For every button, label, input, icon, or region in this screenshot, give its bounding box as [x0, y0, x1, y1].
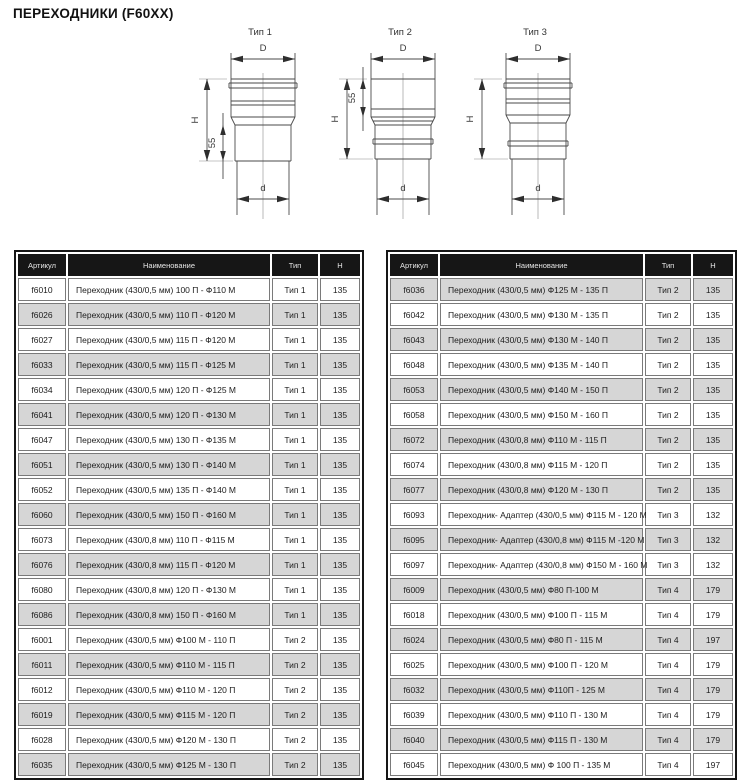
table-cell: 135	[320, 703, 360, 726]
column-header: Наименование	[440, 254, 643, 276]
table-cell: Переходник (430/0,5 мм) 135 П - Ф140 М	[68, 478, 270, 501]
table-cell: f6093	[390, 503, 438, 526]
table-row	[390, 378, 733, 401]
table-cell: Переходник- Адаптер (430/0,8 мм) Ф115 М -120 М	[440, 528, 643, 551]
table-header-row	[390, 254, 733, 276]
table-cell: Переходник (430/0,5 мм) Ф140 М - 150 П	[440, 378, 643, 401]
table-cell: Тип 4	[645, 728, 691, 751]
table-cell: Переходник (430/0,5 мм) Ф120 М - 130 П	[68, 728, 270, 751]
table-cell: f6040	[390, 728, 438, 751]
table-cell: Переходник (430/0,5 мм) Ф150 М - 160 П	[440, 403, 643, 426]
table-row	[390, 303, 733, 326]
table-cell: Переходник (430/0,5 мм) Ф100 П - 120 М	[440, 653, 643, 676]
column-header: Н	[693, 254, 733, 276]
table-cell: Переходник (430/0,8 мм) 115 П - Ф120 М	[68, 553, 270, 576]
table-cell: 135	[320, 353, 360, 376]
table-row	[18, 478, 360, 501]
table-cell: f6077	[390, 478, 438, 501]
table-cell: f6048	[390, 353, 438, 376]
table-row	[390, 553, 733, 576]
table-cell: Тип 2	[645, 403, 691, 426]
table-cell: Переходник (430/0,5 мм) 130 П - Ф140 М	[68, 453, 270, 476]
table-cell: 135	[320, 553, 360, 576]
table-cell: f6073	[18, 528, 66, 551]
table-cell: 135	[693, 428, 733, 451]
table-cell: f6032	[390, 678, 438, 701]
table-row	[390, 653, 733, 676]
table-cell: f6009	[390, 578, 438, 601]
table-row	[18, 278, 360, 301]
table-row	[18, 728, 360, 751]
table-cell: 135	[320, 528, 360, 551]
table-cell: 135	[320, 278, 360, 301]
adapter-type-3-figure	[460, 26, 610, 226]
table-cell: Переходник (430/0,8 мм) 120 П - Ф130 М	[68, 578, 270, 601]
table-cell: Переходник (430/0,5 мм) 100 П - Ф110 М	[68, 278, 270, 301]
table-row	[390, 278, 733, 301]
adapter-type-1-figure	[185, 26, 335, 226]
table-cell: Тип 1	[272, 453, 318, 476]
table-cell: f6058	[390, 403, 438, 426]
table-cell: Переходник- Адаптер (430/0,8 мм) Ф150 М - 160 М	[440, 553, 643, 576]
table-cell: f6001	[18, 628, 66, 651]
table-cell: Тип 2	[645, 428, 691, 451]
table-cell: 135	[320, 653, 360, 676]
table-cell: Тип 2	[645, 453, 691, 476]
table-cell: Тип 3	[645, 553, 691, 576]
table-cell: Переходник (430/0,5 мм) Ф80 П-100 М	[440, 578, 643, 601]
table-cell: Тип 1	[272, 503, 318, 526]
table-cell: Тип 4	[645, 628, 691, 651]
table-row	[390, 328, 733, 351]
table-cell: Переходник (430/0,5 мм) Ф100 М - 110 П	[68, 628, 270, 651]
table-cell: f6041	[18, 403, 66, 426]
table-cell: 132	[693, 553, 733, 576]
table-cell: 135	[320, 628, 360, 651]
table-cell: Тип 2	[645, 303, 691, 326]
table-cell: Тип 2	[645, 328, 691, 351]
table-cell: Тип 2	[272, 628, 318, 651]
column-header: Тип	[272, 254, 318, 276]
table-header-row	[18, 254, 360, 276]
table-cell: Переходник (430/0,5 мм) 115 П - Ф120 М	[68, 328, 270, 351]
table-cell: Переходник (430/0,5 мм) Ф115 М - 120 П	[68, 703, 270, 726]
table-cell: f6042	[390, 303, 438, 326]
table-cell: Тип 2	[645, 478, 691, 501]
table-cell: f6018	[390, 603, 438, 626]
column-header: Н	[320, 254, 360, 276]
table-cell: Переходник (430/0,5 мм) Ф125 М - 130 П	[68, 753, 270, 776]
table-cell: 135	[693, 378, 733, 401]
dim-label-H: H	[330, 115, 341, 123]
table-cell: f6095	[390, 528, 438, 551]
dim-label-55: 55	[347, 92, 358, 104]
dim-label-d: d	[260, 183, 266, 194]
table-cell: Переходник (430/0,5 мм) Ф110П - 125 М	[440, 678, 643, 701]
table-cell: 135	[693, 303, 733, 326]
diagram-type-3-label: Тип 3	[523, 27, 547, 38]
table-cell: Тип 1	[272, 353, 318, 376]
table-cell: 135	[693, 478, 733, 501]
table-cell: Переходник (430/0,5 мм) 150 П - Ф160 М	[68, 503, 270, 526]
table-cell: 135	[320, 403, 360, 426]
table-cell: Тип 1	[272, 278, 318, 301]
table-row	[18, 653, 360, 676]
adapter-type-3-drawing	[460, 39, 610, 221]
table-cell: Тип 4	[645, 653, 691, 676]
table-cell: f6060	[18, 503, 66, 526]
table-row	[390, 703, 733, 726]
table-row	[18, 303, 360, 326]
table-row	[18, 428, 360, 451]
table-row	[390, 678, 733, 701]
table-cell: f6010	[18, 278, 66, 301]
table-cell: 179	[693, 678, 733, 701]
table-cell: Тип 4	[645, 603, 691, 626]
dim-label-D: D	[259, 43, 267, 54]
table-cell: Тип 2	[645, 278, 691, 301]
column-header: Тип	[645, 254, 691, 276]
table-cell: Переходник (430/0,5 мм) Ф115 П - 130 М	[440, 728, 643, 751]
table-cell: Тип 2	[272, 653, 318, 676]
table-cell: Тип 1	[272, 478, 318, 501]
table-cell: f6086	[18, 603, 66, 626]
table-cell: Переходник (430/0,5 мм) 130 П - Ф135 М	[68, 428, 270, 451]
table-cell: Переходник (430/0,5 мм) Ф 100 П - 135 М	[440, 753, 643, 776]
table-cell: Тип 1	[272, 603, 318, 626]
table-cell: 135	[320, 378, 360, 401]
table-cell: 179	[693, 728, 733, 751]
table-cell: Переходник (430/0,8 мм) 110 П - Ф115 М	[68, 528, 270, 551]
table-cell: 135	[320, 578, 360, 601]
table-cell: Переходник (430/0,8 мм) Ф120 М - 130 П	[440, 478, 643, 501]
table-row	[18, 703, 360, 726]
dim-label-D: D	[534, 43, 542, 54]
table-row	[18, 678, 360, 701]
table-cell: 179	[693, 603, 733, 626]
table-cell: f6033	[18, 353, 66, 376]
table-cell: Тип 4	[645, 578, 691, 601]
table-row	[390, 403, 733, 426]
table-row	[18, 528, 360, 551]
dim-label-H: H	[465, 115, 476, 123]
table-cell: 135	[320, 728, 360, 751]
table-cell: 135	[320, 478, 360, 501]
table-cell: f6074	[390, 453, 438, 476]
table-cell: Переходник (430/0,5 мм) Ф110 М - 115 П	[68, 653, 270, 676]
table-row	[390, 428, 733, 451]
table-cell: f6012	[18, 678, 66, 701]
column-header: Артикул	[18, 254, 66, 276]
table-cell: Тип 2	[272, 703, 318, 726]
table-cell: 135	[320, 603, 360, 626]
adapters-table-right	[386, 250, 737, 780]
table-cell: f6051	[18, 453, 66, 476]
adapter-type-2-figure	[325, 26, 475, 226]
table-cell: Переходник (430/0,5 мм) Ф135 М - 140 П	[440, 353, 643, 376]
table-cell: 179	[693, 703, 733, 726]
table-cell: 135	[693, 453, 733, 476]
table-cell: 197	[693, 753, 733, 776]
dim-label-d: d	[400, 183, 406, 194]
table-cell: Тип 4	[645, 678, 691, 701]
table-cell: Переходник (430/0,8 мм) 150 П - Ф160 М	[68, 603, 270, 626]
table-cell: f6035	[18, 753, 66, 776]
table-cell: Тип 4	[645, 703, 691, 726]
table-row	[18, 403, 360, 426]
table-cell: Переходник (430/0,5 мм) 115 П - Ф125 М	[68, 353, 270, 376]
diagram-type-2-label: Тип 2	[388, 27, 412, 38]
table-cell: 179	[693, 653, 733, 676]
table-row	[18, 453, 360, 476]
table-cell: f6019	[18, 703, 66, 726]
table-cell: 132	[693, 503, 733, 526]
table-cell: Переходник (430/0,5 мм) 120 П - Ф130 М	[68, 403, 270, 426]
table-cell: f6011	[18, 653, 66, 676]
table-cell: Переходник (430/0,5 мм) Ф100 П - 115 М	[440, 603, 643, 626]
table-cell: 179	[693, 578, 733, 601]
table-cell: Тип 2	[272, 753, 318, 776]
table-cell: Переходник (430/0,5 мм) Ф125 М - 135 П	[440, 278, 643, 301]
diagram-type-1-label: Тип 1	[248, 27, 272, 38]
table-row	[18, 503, 360, 526]
table-cell: f6034	[18, 378, 66, 401]
table-row	[390, 603, 733, 626]
table-row	[390, 353, 733, 376]
table-cell: 135	[693, 278, 733, 301]
table-cell: 135	[320, 503, 360, 526]
table-cell: f6072	[390, 428, 438, 451]
table-row	[18, 378, 360, 401]
table-cell: Переходник (430/0,5 мм) Ф110 П - 130 М	[440, 703, 643, 726]
table-cell: f6052	[18, 478, 66, 501]
table-cell: f6028	[18, 728, 66, 751]
table-cell: 135	[693, 353, 733, 376]
table-cell: Тип 2	[645, 353, 691, 376]
table-cell: f6026	[18, 303, 66, 326]
table-cell: Тип 1	[272, 578, 318, 601]
table-row	[18, 578, 360, 601]
table-cell: f6047	[18, 428, 66, 451]
table-cell: f6097	[390, 553, 438, 576]
table-row	[390, 578, 733, 601]
table-row	[390, 453, 733, 476]
table-cell: Тип 1	[272, 328, 318, 351]
adapters-table-left	[14, 250, 364, 780]
table-cell: Тип 1	[272, 553, 318, 576]
table-cell: f6043	[390, 328, 438, 351]
table-cell: 135	[693, 328, 733, 351]
dim-label-55: 55	[207, 137, 218, 149]
table-cell: Переходник (430/0,5 мм) 110 П - Ф120 М	[68, 303, 270, 326]
table-cell: Переходник (430/0,8 мм) Ф110 М - 115 П	[440, 428, 643, 451]
table-cell: f6053	[390, 378, 438, 401]
table-cell: Тип 1	[272, 428, 318, 451]
table-cell: 135	[320, 453, 360, 476]
table-cell: Переходник (430/0,5 мм) Ф130 М - 135 П	[440, 303, 643, 326]
table-cell: Тип 2	[645, 378, 691, 401]
dim-label-d: d	[535, 183, 541, 194]
table-row	[18, 353, 360, 376]
table-cell: 132	[693, 528, 733, 551]
table-cell: Переходник (430/0,5 мм) Ф80 П - 115 М	[440, 628, 643, 651]
table-cell: f6027	[18, 328, 66, 351]
table-row	[390, 503, 733, 526]
table-cell: Тип 4	[645, 753, 691, 776]
table-cell: f6024	[390, 628, 438, 651]
table-cell: Переходник- Адаптер (430/0,5 мм) Ф115 М - 120 М	[440, 503, 643, 526]
table-cell: 197	[693, 628, 733, 651]
adapter-type-2-drawing	[325, 39, 475, 221]
table-cell: Тип 2	[272, 728, 318, 751]
table-row	[18, 603, 360, 626]
table-cell: 135	[320, 753, 360, 776]
table-cell: Тип 1	[272, 403, 318, 426]
table-row	[18, 328, 360, 351]
table-row	[390, 478, 733, 501]
table-cell: f6039	[390, 703, 438, 726]
table-row	[18, 753, 360, 776]
column-header: Артикул	[390, 254, 438, 276]
table-cell: Переходник (430/0,5 мм) 120 П - Ф125 М	[68, 378, 270, 401]
table-cell: f6045	[390, 753, 438, 776]
table-cell: Тип 3	[645, 503, 691, 526]
table-cell: Тип 3	[645, 528, 691, 551]
table-row	[18, 628, 360, 651]
table-cell: 135	[693, 403, 733, 426]
page-title: ПЕРЕХОДНИКИ (F60XX)	[13, 6, 174, 21]
table-cell: Тип 1	[272, 303, 318, 326]
table-cell: Тип 1	[272, 378, 318, 401]
table-cell: Переходник (430/0,8 мм) Ф115 М - 120 П	[440, 453, 643, 476]
table-cell: 135	[320, 428, 360, 451]
dim-label-D: D	[399, 43, 407, 54]
table-cell: f6076	[18, 553, 66, 576]
table-row	[390, 753, 733, 776]
table-row	[390, 628, 733, 651]
table-row	[18, 553, 360, 576]
table-cell: 135	[320, 678, 360, 701]
table-cell: f6025	[390, 653, 438, 676]
column-header: Наименование	[68, 254, 270, 276]
table-cell: Переходник (430/0,5 мм) Ф110 М - 120 П	[68, 678, 270, 701]
table-cell: Тип 2	[272, 678, 318, 701]
table-cell: 135	[320, 303, 360, 326]
table-row	[390, 728, 733, 751]
dim-label-H: H	[190, 116, 201, 124]
table-row	[390, 528, 733, 551]
adapter-type-1-drawing	[185, 39, 335, 221]
table-cell: f6080	[18, 578, 66, 601]
table-cell: Переходник (430/0,5 мм) Ф130 М - 140 П	[440, 328, 643, 351]
table-cell: 135	[320, 328, 360, 351]
table-cell: Тип 1	[272, 528, 318, 551]
table-cell: f6036	[390, 278, 438, 301]
